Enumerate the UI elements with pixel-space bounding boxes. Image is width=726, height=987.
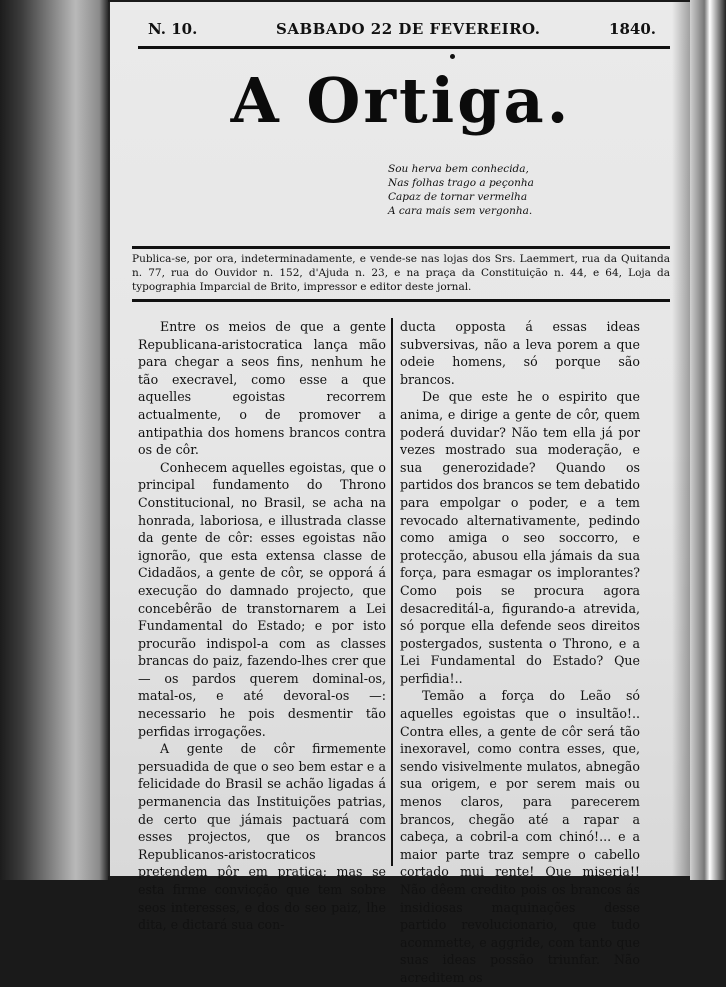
- left-column: [138, 318, 386, 934]
- adjacent-page-edge: [0, 0, 108, 880]
- epigraph-line: Sou herva bem conhecida,: [388, 163, 529, 175]
- issue-date: SABBADO 22 DE FEVEREIRO.: [276, 20, 541, 38]
- publication-notice: Publica-se, por ora, indeterminadamente, e vende-se nas lojas dos Srs. Laemmert, rua da Quitanda n. 77, rua do Ouvidor n. 152, d'Ajuda n. 23, e na praça da Constituição n. 44, e 64, Loja da typographia Imparcial de Brito, impressor e editor deste jornal.: [132, 253, 670, 293]
- newspaper-page: [108, 2, 692, 985]
- epigraph-line: A cara mais sem vergonha.: [388, 205, 533, 217]
- masthead: [140, 20, 672, 42]
- epigraph-line: Capaz de tornar vermelha: [388, 191, 528, 203]
- newspaper-title: A Ortiga.: [230, 64, 572, 137]
- paragraph: De que este he o espirito que anima, e dirige a gente de côr, quem poderá duvidar? Não tem ella já por vezes mostrado sua moderação, e sua generozidade? Quando os partidos dos brancos se tem debatido para empolgar o poder, e a tem revocado alternativamente, pedindo como amiga o seo soccorro, e protecção, abusou ella jámais da sua força, para esmagar os implorantes? Como pois se procura agora desacreditál-a, figurando-a atrevida, só porque ella defende seos direitos postergados, sustenta o Throno, e a Lei Fundamental do Estado? Que perfidia!..: [400, 389, 640, 686]
- paragraph: ducta opposta á essas ideas subversivas, não a leva porem a que odeie homens, só porque são brancos.: [400, 319, 640, 387]
- ornament-dot: [450, 54, 455, 59]
- notice-bottom-rule: [132, 299, 670, 302]
- issue-number: N. 10.: [148, 20, 198, 38]
- scanner-edge: [690, 0, 726, 880]
- epigraph: [388, 162, 568, 218]
- issue-year: 1840.: [609, 20, 656, 38]
- paragraph: Temão a força do Leão só aquelles egoistas que o insultão!.. Contra elles, a gente de côr será tão inexoravel, como contra esses, que, sendo visivelmente mulatos, abnegão sua origem, e por serem mais ou menos claros, para parecerem brancos, chegão até a rapar a cabeça, a cobril-a com chinó!... e a maior parte traz sempre o cabello cortado mui rente! Que miseria!! Não dêem credito pois os brancos ás insidiosas maquinações desse partido revolucionario, que tudo acommette, e aggride, com tanto que suas ideas possão triunfar. Não acreditem os: [400, 688, 640, 985]
- epigraph-line: Nas folhas trago a peçonha: [388, 177, 534, 189]
- page-shadow: [672, 2, 692, 876]
- paragraph: Conhecem aquelles egoistas, que o principal fundamento do Throno Constitucional, no Brasil, se acha na honrada, laboriosa, e illustrada classe da gente de côr: esses egoistas não ignorão, que esta extensa classe de Cidadãos, a gente de côr, se opporá á execução do damnado projecto, que concebêrão de transtornarem a Lei Fundamental do Estado; e por isto procurão indispol-a com as classes brancas do paiz, fazendo-lhes crer que — os pardos querem dominal-os, matal-os, e até devoral-os —: necessario he pois desmentir tão perfidas irrogações.: [138, 459, 386, 739]
- notice-top-rule: [132, 246, 670, 249]
- paragraph: A gente de côr firmemente persuadida de que o seo bem estar e a felicidade do Brasil se achão ligadas á permanencia das Instituições patrias, de certo que jámais pactuará com esses projectos, que os brancos Republicanos-aristocraticos pretendem pôr em pratica; mas se esta firme convicção que tem sobre seos interesses, e dos do seo paiz, lhe dita, e dictará sua con-: [138, 741, 386, 933]
- column-divider: [391, 318, 393, 866]
- masthead-rule: [138, 46, 670, 49]
- right-column: [400, 318, 640, 987]
- paragraph: Entre os meios de que a gente Republicana-aristocratica lança mão para chegar a seos fins, nenhum he tão execravel, como esse a que aquelles egoistas recorrem actualmente, o de promover a antipathia dos homens brancos contra os de côr.: [138, 319, 386, 458]
